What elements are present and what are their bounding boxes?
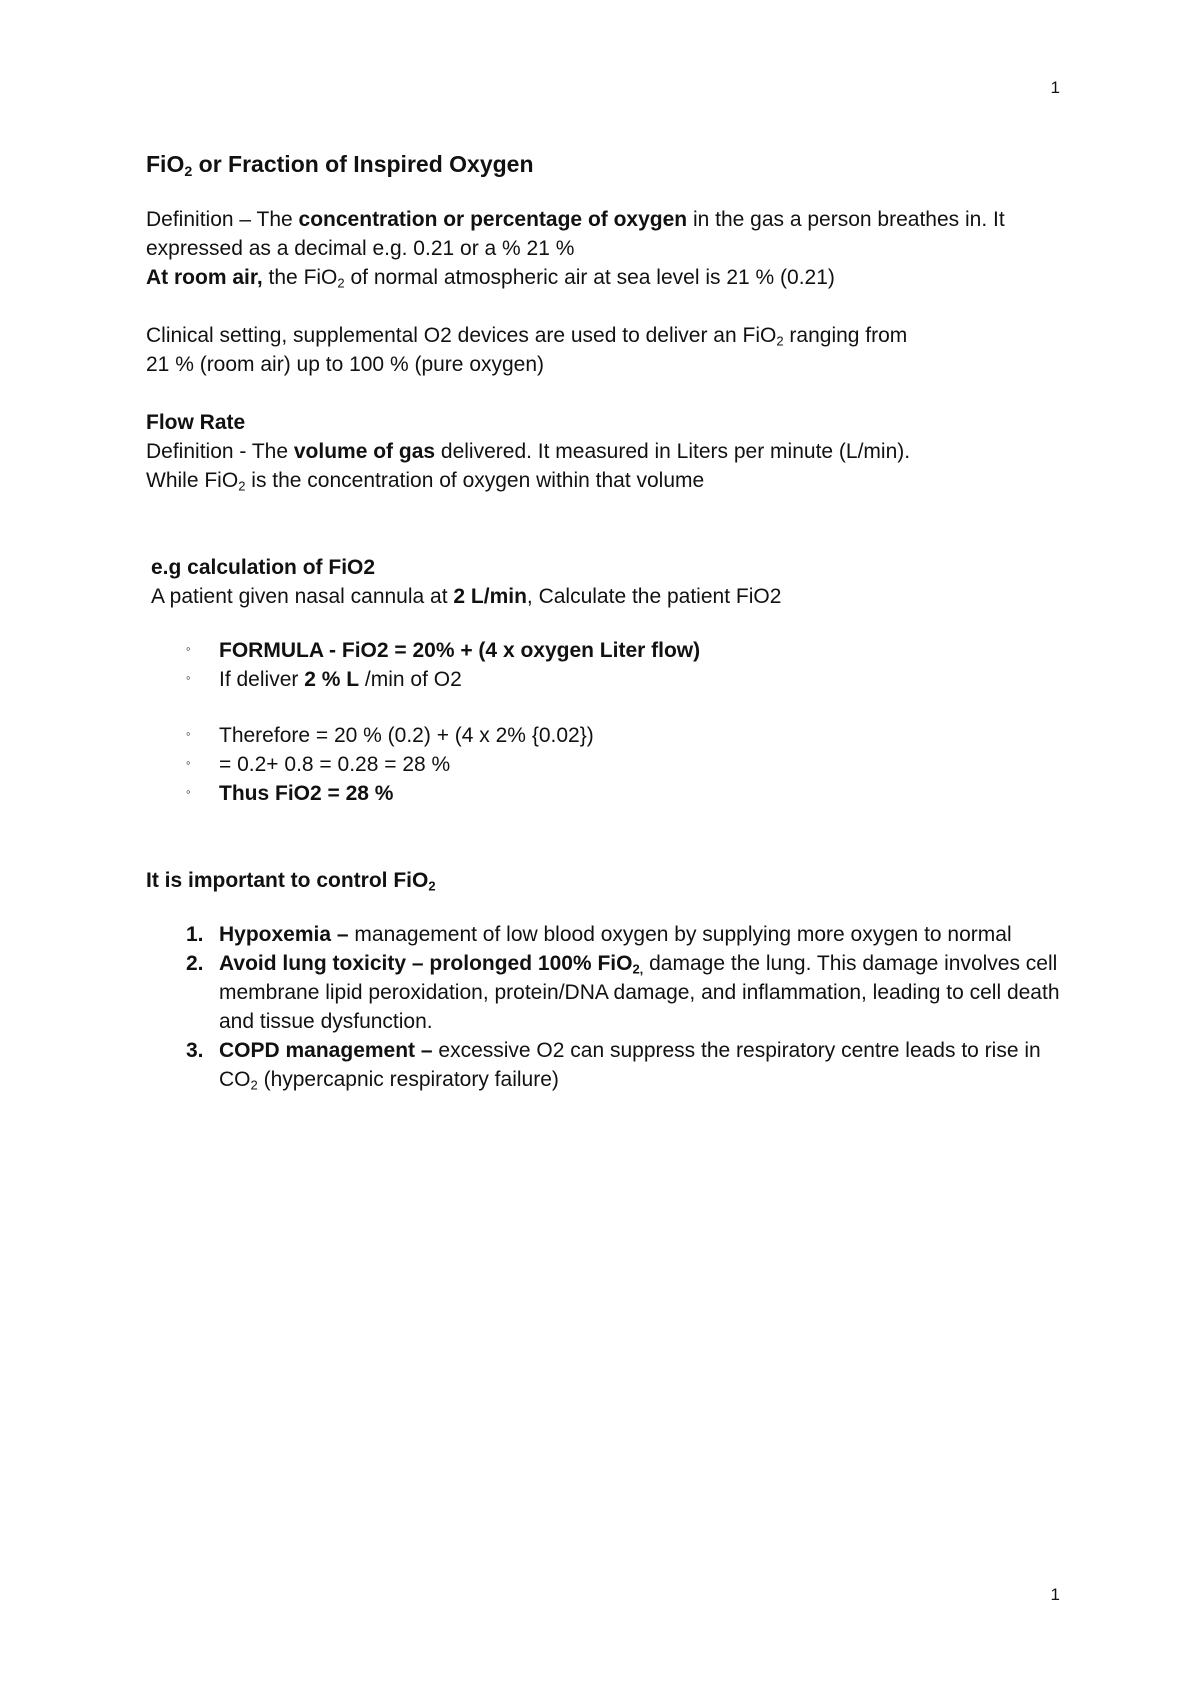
list-item-thus: ◦ Thus FiO2 = 28 % (186, 779, 1066, 808)
list-item-hypoxemia: 1. Hypoxemia – management of low blood oxygen by supplying more oxygen to normal (186, 923, 1012, 946)
flow-rate-bold: volume of gas (293, 440, 436, 463)
title-text: FiO (146, 151, 185, 177)
definition-line-2: expressed as a decimal e.g. 0.21 or a % 21 % (146, 237, 575, 260)
flow-rate-definition: Definition - The volume of gas delivered. It measured in Liters per minute (L/min). (146, 440, 911, 463)
importance-heading: It is important to control FiO$_2$ (146, 869, 436, 894)
flow-rate-while: While FiO$_2$ is the concentration of oxygen within that volume (146, 469, 705, 494)
page-number-bottom: 1 (1050, 1585, 1060, 1604)
list-item-formula: ◦ FORMULA - FiO2 = 20% + (4 x oxygen Liter flow) (186, 636, 1066, 665)
clinical-line-1: Clinical setting, supplemental O2 devices are used to deliver an FiO$_2$ ranging from (146, 324, 908, 349)
bullet-icon: ◦ (186, 726, 191, 741)
bullet-icon: ◦ (186, 755, 191, 770)
document-title (146, 148, 1066, 180)
document-body (146, 148, 1066, 1094)
clinical-line-2: 21 % (room air) up to 100 % (pure oxygen) (146, 353, 545, 376)
room-air-bold: At room air, (146, 266, 263, 289)
bullet-icon: ◦ (186, 670, 191, 685)
title-subscript: 2 (184, 163, 193, 180)
importance-list (146, 920, 1066, 1094)
calculation-intro: A patient given nasal cannula at 2 L/min, Calculate the patient FiO2 (151, 585, 782, 608)
calculation-heading: e.g calculation of FiO2 (151, 556, 376, 579)
calculation-steps-list (146, 636, 1066, 694)
flow-rate-heading: Flow Rate (146, 411, 246, 434)
calculation-result-list (146, 721, 1066, 808)
list-item-therefore: ◦ Therefore = 20 % (0.2) + (4 x 2% {0.02}) (186, 721, 1066, 750)
bullet-icon: ◦ (186, 641, 191, 656)
list-item-deliver: ◦ If deliver 2 % L /min of O2 (186, 665, 1066, 694)
title-text-rest: or Fraction of Inspired Oxygen (192, 151, 534, 177)
definition-bold: concentration or percentage of oxygen (298, 208, 688, 231)
room-air-line: At room air, the FiO$_2$ of normal atmospheric air at sea level is 21 % (0.21) (146, 266, 835, 291)
page-number-top: 1 (1050, 78, 1060, 97)
bullet-icon: ◦ (186, 784, 191, 799)
calculation-intro-bold: 2 L/min (453, 585, 527, 608)
list-item-lung-toxicity: 2. Avoid lung toxicity – prolonged 100% FiO$_{2,}$ damage the lung. This damage involves cell membrane lipid peroxidation, protein/DNA damage, and inflammation, leading to cell death and tissue dysfunction. (186, 952, 1060, 1033)
list-item-copd: 3. COPD management – excessive O2 can suppress the respiratory centre leads to rise in $CO_2$ (hypercapnic respiratory failure) (186, 1039, 1041, 1093)
definition-line-1: Definition – The concentration or percentage of oxygen in the gas a person breathes in. It (146, 208, 1005, 231)
list-item-equals: ◦ = 0.2+ 0.8 = 0.28 = 28 % (186, 750, 1066, 779)
